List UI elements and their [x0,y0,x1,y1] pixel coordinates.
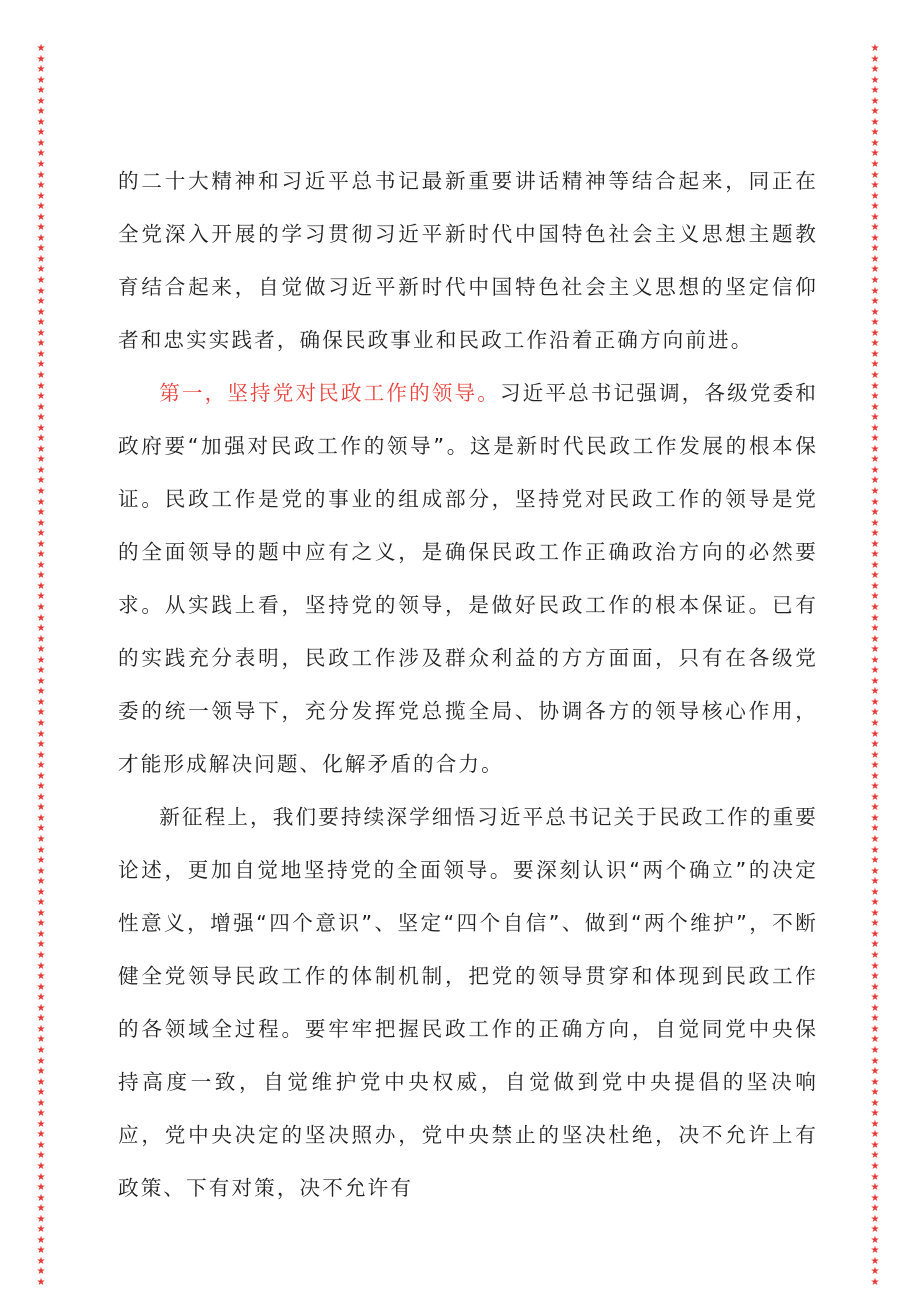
paragraph-1 [118,155,818,367]
left-star-border: ★★★★★★★★★★★★★★★★★★★★★★★★★★★★★★★★★★★★★★★★★★★★★★★★★★★★★★★★★★★★★★★★★★★★★★★★★★★★★★★★★★★★★★★★★★★★★★★★★★★★★★★★★★★★★★★★★★★★★★ [36,43,46,1288]
paragraph-2-text: 习近平总书记强调，各级党委和政府要“加强对民政工作的领导”。这是新时代民政工作发展的根本保证。民政工作是党的事业的组成部分，坚持党对民政工作的领导是党的全面领导的题中应有之义，是确保民政工作正确政治方向的必然要求。从实践上看，坚持党的领导，是做好民政工作的根本保证。已有的实践充分表明，民政工作涉及群众利益的方方面面，只有在各级党委的统一领导下，充分发挥党总揽全局、协调各方的领导核心作用，才能形成解决问题、化解矛盾的合力。 [118,381,818,776]
document-body [118,155,818,1215]
paragraph-2 [118,367,818,791]
right-star-border: ★★★★★★★★★★★★★★★★★★★★★★★★★★★★★★★★★★★★★★★★★★★★★★★★★★★★★★★★★★★★★★★★★★★★★★★★★★★★★★★★★★★★★★★★★★★★★★★★★★★★★★★★★★★★★★★★★★★★★★ [870,43,880,1288]
paragraph-1-text: 的二十大精神和习近平总书记最新重要讲话精神等结合起来，同正在全党深入开展的学习贯彻习近平新时代中国特色社会主义思想主题教育结合起来，自觉做习近平新时代中国特色社会主义思想的坚定信仰者和忠实实践者，确保民政事业和民政工作沿着正确方向前进。 [118,169,818,352]
paragraph-3 [118,791,818,1215]
section-heading-first: 第一，坚持党对民政工作的领导。 [159,381,500,405]
paragraph-3-text: 新征程上，我们要持续深学细悟习近平总书记关于民政工作的重要论述，更加自觉地坚持党的全面领导。要深刻认识“两个确立”的决定性意义，增强“四个意识”、坚定“四个自信”、做到“两个维护”，不断健全党领导民政工作的体制机制，把党的领导贯穿和体现到民政工作的各领域全过程。要牢牢把握民政工作的正确方向，自觉同党中央保持高度一致，自觉维护党中央权威，自觉做到党中央提倡的坚决响应，党中央决定的坚决照办，党中央禁止的坚决杜绝，决不允许上有政策、下有对策，决不允许有 [118,805,818,1200]
